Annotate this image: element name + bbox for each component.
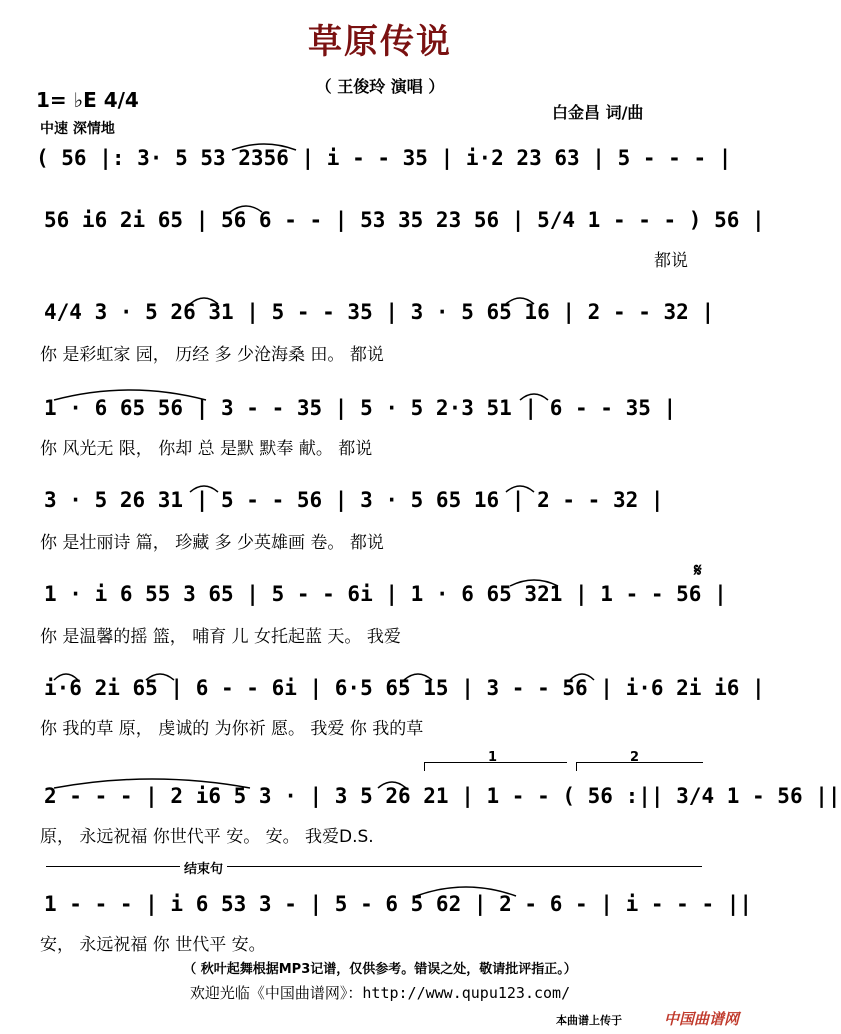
performer-subtitle: （ 王俊玲 演唱 ）	[315, 77, 445, 96]
lyric-line-7: 你 我的草 原， 虔诚的 为你祈 愿。 我爱 你 我的草	[40, 719, 424, 739]
score-line-5: 3 · 5 26 31 | 5 - - 56 | 3 · 5 65 16 | 2 - - 32 |	[44, 488, 664, 512]
slur	[190, 298, 218, 304]
lyric-line-5: 你 是壮丽诗 篇， 珍藏 多 少英雄画 卷。 都说	[40, 533, 384, 553]
lyric-line-3: 你 是彩虹家 园， 历经 多 少沧海桑 田。 都说	[40, 345, 384, 365]
slur	[54, 779, 250, 788]
slur	[404, 674, 432, 680]
lyric-line-4: 你 风光无 限， 你却 总 是默 默奉 献。 都说	[40, 439, 373, 459]
score-line-8: 2 - - - | 2 i6 5 3 · | 3 5 26 21 | 1 - - ( 56 :|| 3/4 1 - 56 ||	[44, 784, 841, 808]
page-title: 草原传说	[308, 22, 452, 62]
slur	[146, 674, 174, 680]
site-brand: 中国曲谱网	[664, 1010, 740, 1028]
ending-label: 结束句	[180, 858, 227, 877]
slur	[378, 782, 406, 788]
score-line-7: i·6 2i 65 | 6 - - 6i | 6·5 65 15 | 3 - - 56 | i·6 2i i6 |	[44, 676, 765, 700]
key-signature: 1= ♭E 4/4	[36, 88, 139, 112]
lyric-line-2: 都说	[654, 251, 688, 271]
volta-number-2: 2	[630, 750, 640, 765]
slur	[506, 486, 534, 492]
score-line-6: 1 · i 6 55 3 65 | 5 - - 6i | 1 · 6 65 321 | 1 - - 56 |	[44, 582, 727, 606]
score-line-2: 56 i6 2i 65 | 56 6 - - | 53 35 23 56 | 5/4 1 - - - ) 56 |	[44, 208, 765, 232]
slur	[190, 486, 218, 492]
segno-mark: 𝄋	[694, 560, 702, 581]
score-line-3: 4/4 3 · 5 26 31 | 5 - - 35 | 3 · 5 65 16 | 2 - - 32 |	[44, 300, 715, 324]
slur	[510, 580, 558, 586]
transcription-note: （ 秋叶起舞根据MP3记谱，仅供参考。错误之处，敬请批评指正。）	[183, 962, 577, 977]
upload-note: 本曲谱上传于	[556, 1014, 622, 1027]
score-line-9: 1 - - - | i 6 53 3 - | 5 - 6 5 62 | 2 - 6 - | i - - - ||	[44, 892, 753, 916]
slur	[416, 887, 516, 896]
lyric-line-9: 安， 永远祝福 你 世代平 安。	[40, 935, 266, 955]
slur	[230, 206, 262, 212]
slur	[54, 674, 78, 680]
slur	[570, 674, 594, 680]
welcome-banner: 欢迎光临《中国曲谱网》：http://www.qupu123.com/	[189, 984, 571, 1002]
slur	[506, 298, 534, 304]
author-credit: 白金昌 词/曲	[552, 103, 644, 122]
volta-number-1: 1	[488, 750, 498, 765]
slur	[232, 144, 296, 150]
score-line-1: ( 56 |: 3· 5 53 2356 | i - - 35 | i·2 23 63 | 5 - - - |	[36, 146, 732, 170]
slur	[54, 390, 206, 400]
lyric-line-6: 你 是温馨的摇 篮， 哺育 儿 女托起蓝 天。 我爱	[40, 627, 401, 647]
slur	[520, 394, 548, 400]
tempo-marking: 中速 深情地	[40, 121, 115, 137]
score-line-4: 1 · 6 65 56 | 3 - - 35 | 5 · 5 2·3 51 | 6 - - 35 |	[44, 396, 677, 420]
lyric-line-8: 原， 永远祝福 你世代平 安。 安。 我爱D.S.	[40, 827, 374, 847]
